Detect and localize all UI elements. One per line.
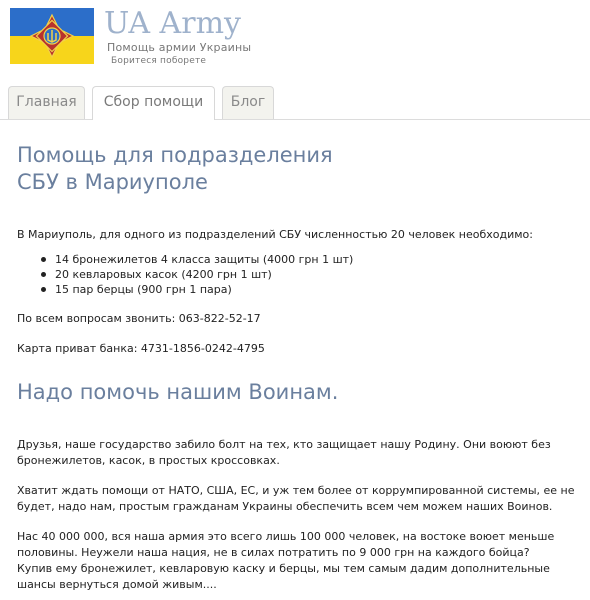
list-item — [39, 282, 577, 297]
list-item-text: 14 бронежилетов 4 класса защиты (4000 грн 1 шт) — [55, 253, 354, 266]
intro-text: В Мариуполь, для одного из подразделений СБУ численностью 20 человек необходимо: — [17, 228, 533, 241]
phone-line: По всем вопросам звонить: 063-822-52-17 — [17, 312, 261, 325]
tab-fundraising[interactable]: Сбор помощи — [92, 86, 215, 120]
site-subtitle: Помощь армии Украины — [107, 41, 252, 54]
paragraph-3: Нас 40 000 000, вся наша армия это всего лишь 100 000 человек, на востоке воюет меньше половины. Неужели наша нация, не в силах потратить по 9 000 грн на каждого бойца? — [17, 530, 555, 559]
site-title[interactable]: UA Army — [104, 6, 241, 41]
list-item — [39, 252, 577, 267]
card-line: Карта приват банка: 4731-1856-0242-4795 — [17, 342, 265, 355]
bullet-icon — [41, 272, 46, 277]
list-item-text: 20 кевларовых касок (4200 грн 1 шт) — [55, 268, 272, 281]
paragraph-1: Друзья, наше государство забило болт на тех, кто защищает нашу Родину. Они воюют без бронежилетов, касок, в простых кроссовках. — [17, 438, 551, 467]
site-header — [0, 0, 590, 80]
nav-divider — [0, 119, 590, 120]
site-motto: Боритеся поборете — [111, 56, 207, 66]
paragraph-4: Купив ему бронежилет, кевларовую каску и берцы, мы тем самым дадим дополнительные шансы вернуться домой живым.... — [17, 562, 550, 591]
main-nav — [0, 80, 590, 120]
bullet-icon — [41, 257, 46, 262]
article-content — [17, 142, 577, 593]
army-emblem-icon — [29, 13, 75, 59]
paragraph-2: Хватит ждать помощи от НАТО, США, ЕС, и уж тем более от коррумпированной системы, ее не будет, надо нам, простым гражданам Украины обеспечить всем чем можем наших Воинов. — [17, 484, 575, 513]
bullet-icon — [41, 287, 46, 292]
list-item-text: 15 пар берцы (900 грн 1 пара) — [55, 283, 232, 296]
tab-home[interactable]: Главная — [8, 86, 85, 119]
site-logo[interactable] — [10, 8, 94, 64]
article-title-line-1: Помощь для подразделения — [17, 143, 333, 167]
needs-list — [39, 252, 577, 297]
tab-blog[interactable]: Блог — [222, 86, 274, 119]
article-title-line-2: СБУ в Мариуполе — [17, 170, 208, 194]
list-item — [39, 267, 577, 282]
section-title: Надо помочь нашим Воинам. — [17, 380, 339, 404]
